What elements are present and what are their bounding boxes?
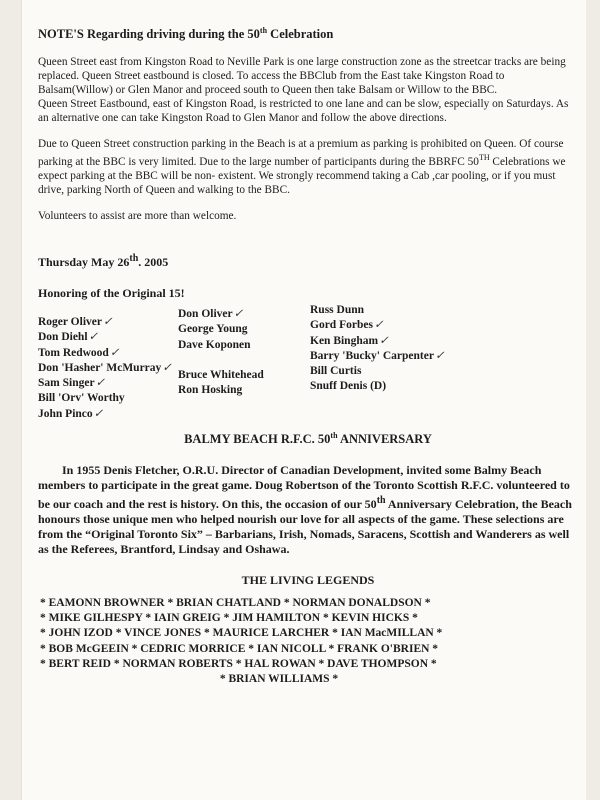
paragraph-3: Due to Queen Street construction parking in the Beach is at a premium as parking is prohibited on Queen. Of course parking at the BBC is very limited. Due to the large number of participants during the BBRFC 50TH Celebrations we expect parking at the BBC will be non- existent. We strongly recommend taking a Cab ,car pooling, or if you must drive, parking North of Queen and walking to the BBC. [38,138,566,196]
legends-line: * JOHN IZOD * VINCE JONES * MAURICE LARCHER * IAN MacMILLAN * [40,627,443,640]
living-legends-list [38,596,578,687]
scan-right-edge [586,0,600,800]
paragraph-2: Queen Street Eastbound, east of Kingston Road, is restricted to one lane and can be slow, especially on Saturdays. As an alternative one can take Kingston Road to Glen Manor and follow the above directions. [38,98,569,125]
name-item: Dave Koponen [178,338,251,351]
name-item: George Young [178,323,248,336]
name-item: Bill 'Orv' Worthy [38,392,125,405]
paragraph-4: Volunteers to assist are more than welcome. [38,209,237,222]
name-item: Snuff Denis (D) [310,380,387,393]
document-content [38,26,578,687]
names-column-2 [178,307,264,399]
legends-line: * BERT REID * NORMAN ROBERTS * HAL ROWAN * DAVE THOMPSON * [40,657,437,670]
event-date: Thursday May 26th. 2005 [38,252,169,269]
name-item: Don 'Hasher' McMurray✓ [38,361,172,374]
name-item [178,353,264,368]
name-item: Bill Curtis [310,365,362,378]
names-column-1 [38,315,172,422]
name-item: Russ Dunn [310,303,365,316]
name-item: John Pinco✓ [38,407,104,420]
anniversary-body: In 1955 Denis Fletcher, O.R.U. Director of Canadian Development, invited some Balmy Beach members to participate in the great game. Doug Robertson of the Toronto Scottish R.F.C. volunteered to be our coach and the rest is history. On this, the occasion of our 50th Anniversary Celebration, the Beach honours those unique men who helped nourish our love for all aspects of the game. These selections are from the “Original Toronto Six” – Barbarians, Irish, Nomads, Saracens, Scottish and Wanderers as well as the Referees, Brantford, Lindsay and Oshawa. [38,463,572,557]
name-item: Gord Forbes✓ [310,319,384,332]
name-item: Barry 'Bucky' Carpenter✓ [310,349,445,362]
honoring-heading: Honoring of the Original 15! [38,285,185,300]
name-item: Tom Redwood✓ [38,346,120,359]
legends-line: * BOB McGEEIN * CEDRIC MORRICE * IAN NICOLL * FRANK O'BRIEN * [40,642,439,655]
legends-line: * MIKE GILHESPY * IAIN GREIG * JIM HAMILTON * KEVIN HICKS * [40,612,418,625]
scan-left-edge [0,0,22,800]
legends-line: * EAMONN BROWNER * BRIAN CHATLAND * NORMAN DONALDSON * [40,597,431,610]
name-item: Don Diehl✓ [38,331,99,344]
name-item: Sam Singer✓ [38,377,106,390]
name-item: Roger Oliver✓ [38,315,113,328]
notes-title: NOTE'S Regarding driving during the 50th Celebration [38,26,334,42]
anniversary-heading: BALMY BEACH R.F.C. 50th ANNIVERSARY [184,430,432,447]
name-item: Ken Bingham✓ [310,334,389,347]
name-item: Bruce Whitehead [178,369,264,382]
names-column-3 [310,303,445,395]
paragraph-1: Queen Street east from Kingston Road to Neville Park is one large construction zone as the streetcar tracks are being replaced. Queen Street eastbound is closed. To access the BBClub from the East take Kingston Road to Balsam(Willow) or Glen Manor and proceed south to Queen then take Balsam or Willow to the BBC. [38,56,566,97]
original-15-names [38,303,578,427]
living-legends-title: THE LIVING LEGENDS [241,573,375,588]
document-page [22,0,586,800]
legends-line: * BRIAN WILLIAMS * [219,673,339,686]
name-item: Ron Hosking [178,384,243,397]
name-item: Don Oliver✓ [178,307,244,320]
